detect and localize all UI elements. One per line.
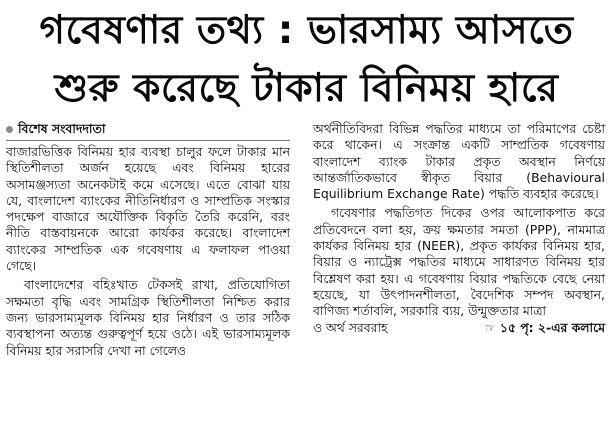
left-column (6, 121, 290, 359)
headline-line-1: গবেষণার তথ্য : ভারসাম্য আসতে (39, 8, 574, 53)
right-paragraph-2: গবেষণার পদ্ধতিগত দিকের ওপর আলোকপাত করে প্রতিবেদনে বলা হয়, ক্রয় ক্ষমতার সমতা (PPP), নামমাত্র কার্যকর বিনিময় হার (NEER), প্রকৃত কার্যকর বিনিময় হার, বিয়ার ও ন্যাট্রেক্স পদ্ধতির মাধ্যমে সাধারণত বিনিময় হার বিশ্লেষণ করা হয়। এ গবেষণায় বিয়ার পদ্ধতিকে বেছে নেয়া হয়েছে, যা উৎপাদনশীলতা, বৈদেশিক সম্পদ অবস্থান, বাণিজ্য শর্তাবলি, সরকারি ব্যয়, উন্মুক্ততার মাত্রা (313, 205, 605, 319)
byline-rule (6, 140, 290, 141)
left-paragraph-1: বাজারভিত্তিক বিনিময় হার ব্যবস্থা চালুর ফলে টাকার মান স্থিতিশীলতা অর্জন হয়েছে এবং বিনিময় হারের অসামঞ্জস্যতা অনেকটাই কমে এসেছে। এতে বোঝা যায় যে, বাংলাদেশ ব্যাংকের নীতিনির্ধারণ ও সাম্প্রতিক সংস্কার পদক্ষেপ বাজারে অযৌক্তিক বিকৃতি তৈরি করেনি, বরং নীতি বাস্তবায়নকে আরো কার্যকর করেছে। বাংলাদেশ ব্যাংকের সাম্প্রতিক এক গবেষণায় এ ফলাফল পাওয়া গেছে। (6, 144, 290, 274)
bullet-dot-icon (6, 126, 13, 133)
jump-reference[interactable]: ১৫ পৃ: ২-এর কলামে (499, 319, 605, 335)
byline (6, 121, 290, 137)
headline-line-2: শুরু করেছে টাকার বিনিময় হারে (54, 66, 559, 111)
column-divider (302, 121, 303, 441)
right-column (313, 121, 605, 336)
continuation-line (313, 320, 605, 336)
byline-text: বিশেষ সংবাদদাতা (18, 121, 106, 136)
left-paragraph-2: বাংলাদেশের বহিঃখাত টেকসই রাখা, প্রতিযোগিতা সক্ষমতা বৃদ্ধি এবং সামগ্রিক স্থিতিশীলতা নিশ্চিত করার জন্য ভারসাম্যমূলক বিনিময় হার নির্ধারণ ও তার সঠিক ব্যবস্থাপনা অত্যন্ত গুরুত্বপূর্ণ হয়ে ওঠে। এই ভারসাম্যমূলক বিনিময় হার সরাসরি দেখা না গেলেও (6, 277, 290, 358)
headline (0, 6, 613, 114)
right-paragraph-2-tail: ও অর্থ সরবরাহ (313, 319, 388, 335)
hand-pointer-icon: ☞ (485, 320, 496, 335)
right-paragraph-1: অর্থনীতিবিদরা বিভিন্ন পদ্ধতির মাধ্যমে তা পরিমাপের চেষ্টা করে থাকেন। এ সংক্রান্ত একটি সাম্প্রতিক গবেষণায় বাংলাদেশ ব্যাংক টাকার প্রকৃত অবস্থান নির্ণয়ে আন্তর্জাতিকভাবে স্বীকৃত বিয়ার (Behavioural Equilibrium Exchange Rate) পদ্ধতি ব্যবহার করেছে। (313, 121, 605, 202)
